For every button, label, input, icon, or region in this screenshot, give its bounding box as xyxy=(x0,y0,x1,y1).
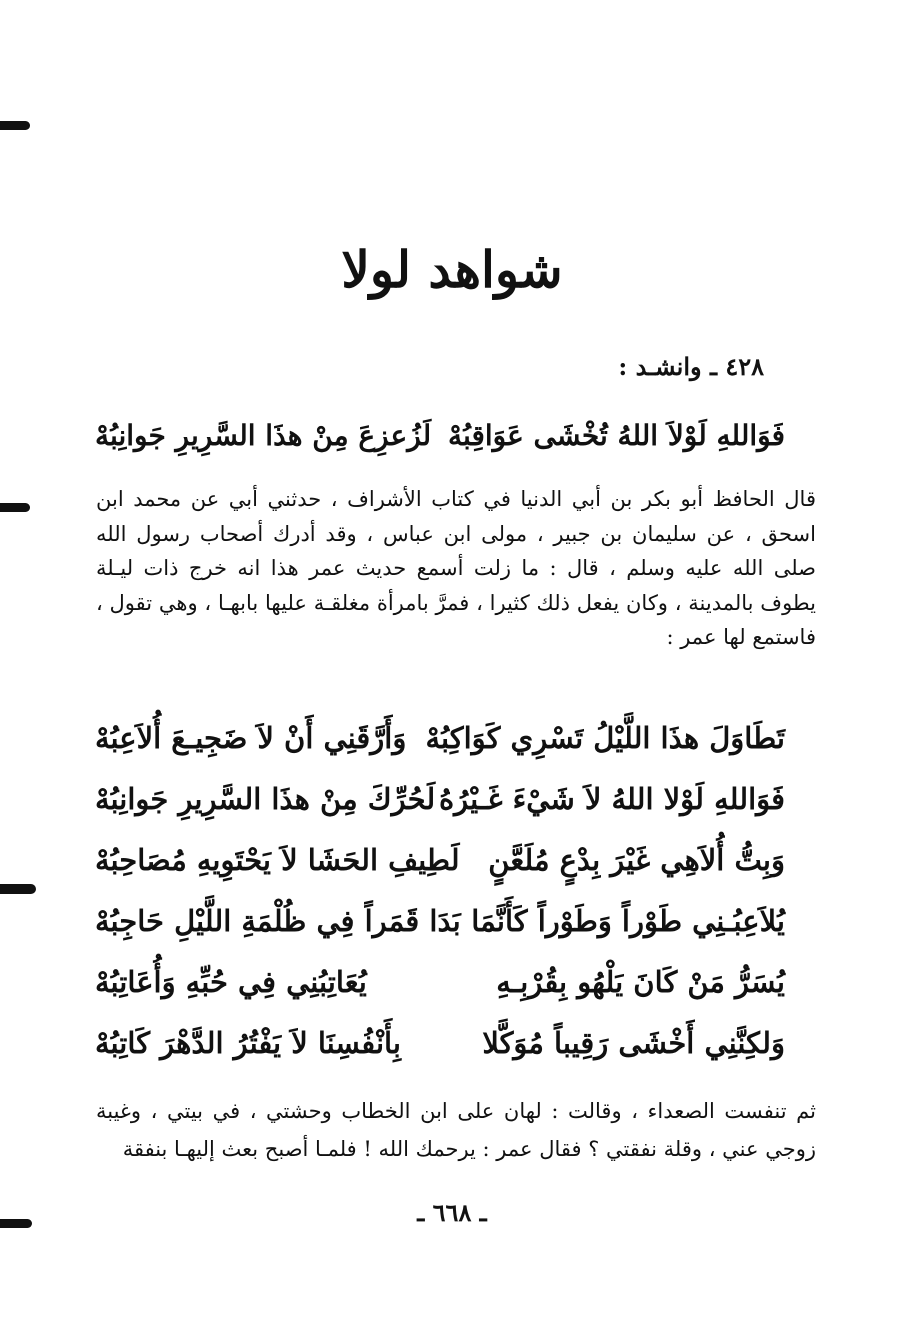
margin-mark xyxy=(0,503,30,512)
poem-verse xyxy=(95,769,785,829)
margin-mark xyxy=(0,884,36,894)
entry-label: ٤٢٨ ـ وانشـد : xyxy=(618,352,764,381)
page-number: ـ ٦٦٨ ـ xyxy=(417,1198,487,1227)
verse-first-hemistich: تَطَاوَلَ هذَا اللَّيْلُ تَسْرِي كَوَاكِبُهْ xyxy=(425,721,785,755)
verse-second-hemistich: لَحُرِّكَ مِنْ هذَا السَّرِيرِ جَوانِبُهْ xyxy=(95,782,436,816)
closing-paragraph xyxy=(96,1092,816,1168)
poem-verse xyxy=(95,1013,785,1073)
paragraph-text: ثم تنفست الصعداء ، وقالت : لهان على ابن الخطاب وحشتي ، في بيتي ، وغيبة زوجي عني ، وقلة نفقتي ؟ فقال عمر : يرحمك الله ! فلمـا أصبح بعث إليهـا بنفقة xyxy=(96,1099,816,1161)
verse-second-hemistich: لَزُعزِعَ مِنْ هذَا السَّرِيرِ جَوانِبُهْ xyxy=(95,418,432,452)
narration-paragraph xyxy=(96,482,816,655)
verse-second-hemistich: بَدَا قَمَراً فِي ظُلْمَةِ اللَّيْلِ حَاجِبُهْ xyxy=(95,904,461,938)
verse-second-hemistich: بِأَنْفُسِنَا لاَ يَفْتُرُ الدَّهْرَ كَاتِبُهْ xyxy=(95,1026,401,1060)
verse-first-hemistich: يُسَرُّ مَنْ كَانَ يَلْهُو بِقُرْبِـهِ xyxy=(496,965,785,999)
verse-second-hemistich: لَطِيفِ الحَشَا لاَ يَحْتَوِيهِ مُصَاحِبُهْ xyxy=(95,843,460,877)
verse-first-hemistich: فَوَاللهِ لَوْلاَ اللهُ تُخْشَى عَوَاقِبُهْ xyxy=(448,418,785,452)
verse-second-hemistich: يُعَاتِبُنِي فِي حُبِّهِ وَأُعَاتِبُهْ xyxy=(95,965,367,999)
poem-verse xyxy=(95,891,785,951)
poem-verse xyxy=(95,952,785,1012)
intro-verse xyxy=(95,405,785,465)
verse-second-hemistich: وَأَرَّقَنِي أَنْ لاَ ضَجِيـعَ أُلاَعِبُهْ xyxy=(95,721,407,755)
paragraph-text: قال الحافظ أبو بكر بن أبي الدنيا في كتاب الأشراف ، حدثني أبي عن محمد ابن اسحق ، عن سليمان بن جبير ، مولى ابن عباس ، وقد أدرك أصحاب رسول الله صلى الله عليه وسلم ، قال : ما زلت أسمع حديث عمر هذا انه خرج ذات ليـلة يطوف بالمدينة ، وكان يفعل ذلك كثيرا ، فمرَّ بامرأة مغلقـة عليها بابهـا ، وهي تقول ، فاستمع لها عمر : xyxy=(96,487,816,649)
margin-mark xyxy=(0,121,30,130)
verse-first-hemistich: يُلاَعِبُـنِي طَوْراً وَطَوْراً كَأَنَّمَا xyxy=(471,904,785,938)
section-heading: شواهد لولا xyxy=(341,240,563,299)
verse-first-hemistich: فَوَاللهِ لَوْلا اللهُ لاَ شَيْءَ غَـيْرُهُ xyxy=(438,782,785,816)
verse-first-hemistich: وَلكِنَّنِي أَخْشَى رَقِيباً مُوَكَّلا xyxy=(482,1026,785,1060)
poem-verse xyxy=(95,830,785,890)
poem-verse xyxy=(95,708,785,768)
verse-first-hemistich: وَبِتُّ أُلاَهِي غَيْرَ بِدْعٍ مُلَعَّنٍ xyxy=(488,843,785,877)
